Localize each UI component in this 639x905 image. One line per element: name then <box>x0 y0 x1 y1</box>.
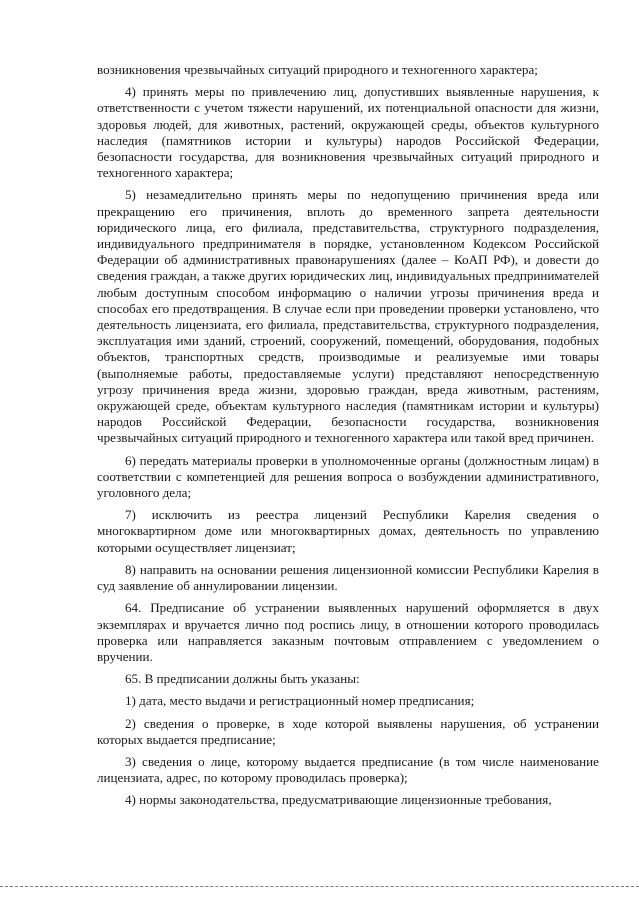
paragraph-continuation: возникновения чрезвычайных ситуаций природного и техногенного характера; <box>97 62 538 77</box>
paragraph-item-7-registry-exclusion: 7) исключить из реестра лицензий Республики Карелия сведения о многоквартирном доме или многоквартирных домах, деятельность по управлению которыми осуществляет лицензиат; <box>97 507 599 555</box>
paragraph-65-item-4: 4) нормы законодательства, предусматривающие лицензионные требования, <box>125 792 552 808</box>
paragraph-65-item-2: 2) сведения о проверке, в ходе которой выявлены нарушения, об устранении которых выдается предписание; <box>97 715 599 747</box>
paragraph-item-8-court-application: 8) направить на основании решения лицензионной комиссии Республики Карелия в суд заявление об аннулировании лицензии. <box>97 561 599 594</box>
paragraph-item-6-transfer-materials: 6) передать материалы проверки в уполномоченные органы (должностным лицам) в соответствии с компетенцией для решения вопроса о возбуждении административного, уголовного дела; <box>97 452 599 501</box>
document-body <box>97 62 599 815</box>
paragraph-item-4-liability: 4) принять меры по привлечению лиц, допустивших выявленные нарушения, к ответственности с учетом тяжести нарушений, их потенциальной опасности для жизни, здоровья людей, для животных, растений, окружающей среды, объектов культурного наследия (памятников истории и культуры) народов Российской Федерации, безопасности государства, для возникновения чрезвычайных ситуаций природного и техногенного характера; <box>97 84 599 181</box>
paragraph-65-order-contents: 65. В предписании должны быть указаны: <box>125 671 360 687</box>
paragraph-64-order-issuance: 64. Предписание об устранении выявленных нарушений оформляется в двух экземплярах и вручается лично под роспись лицу, в отношении которого проводилась проверка или направляется заказным почтовым отправлением с уведомлением о вручении. <box>97 600 599 664</box>
paragraph-65-item-1: 1) дата, место выдачи и регистрационный номер предписания; <box>125 693 475 709</box>
paragraph-65-item-3: 3) сведения о лице, которому выдается предписание (в том числе наименование лицензиата, адрес, по которому проводилась проверка); <box>97 753 599 786</box>
page-bottom-divider <box>0 886 639 887</box>
paragraph-item-5-harm-prevention: 5) незамедлительно принять меры по недопущению причинения вреда или прекращению его причинения, вплоть до временного запрета деятельности юридического лица, его филиала, представительства, структурного подразделения, индивидуального предпринимателя в порядке, установленном Кодексом Российской Федерации об административных правонарушениях (далее – КоАП РФ), и довести до сведения граждан, а также других юридических лиц, индивидуальных предпринимателей любым доступным способом информацию о наличии угрозы причинения вреда и способах его предотвращения. В случае если при проведении проверки установлено, что деятельность лицензиата, его филиала, представительства, структурного подразделения, эксплуатация ими зданий, строений, сооружений, помещений, оборудования, подобных объектов, транспортных средств, производимые и реализуемые ими товары (выполняемые работы, предоставляемые услуги) представляют непосредственную угрозу причинения вреда жизни, здоровью граждан, вреда животным, растениям, окружающей среде, объектам культурного наследия (памятникам истории и культуры) народов Российской Федерации, безопасности государства, возникновения чрезвычайных ситуаций природного и техногенного характера или такой вред причинен. <box>97 187 599 446</box>
